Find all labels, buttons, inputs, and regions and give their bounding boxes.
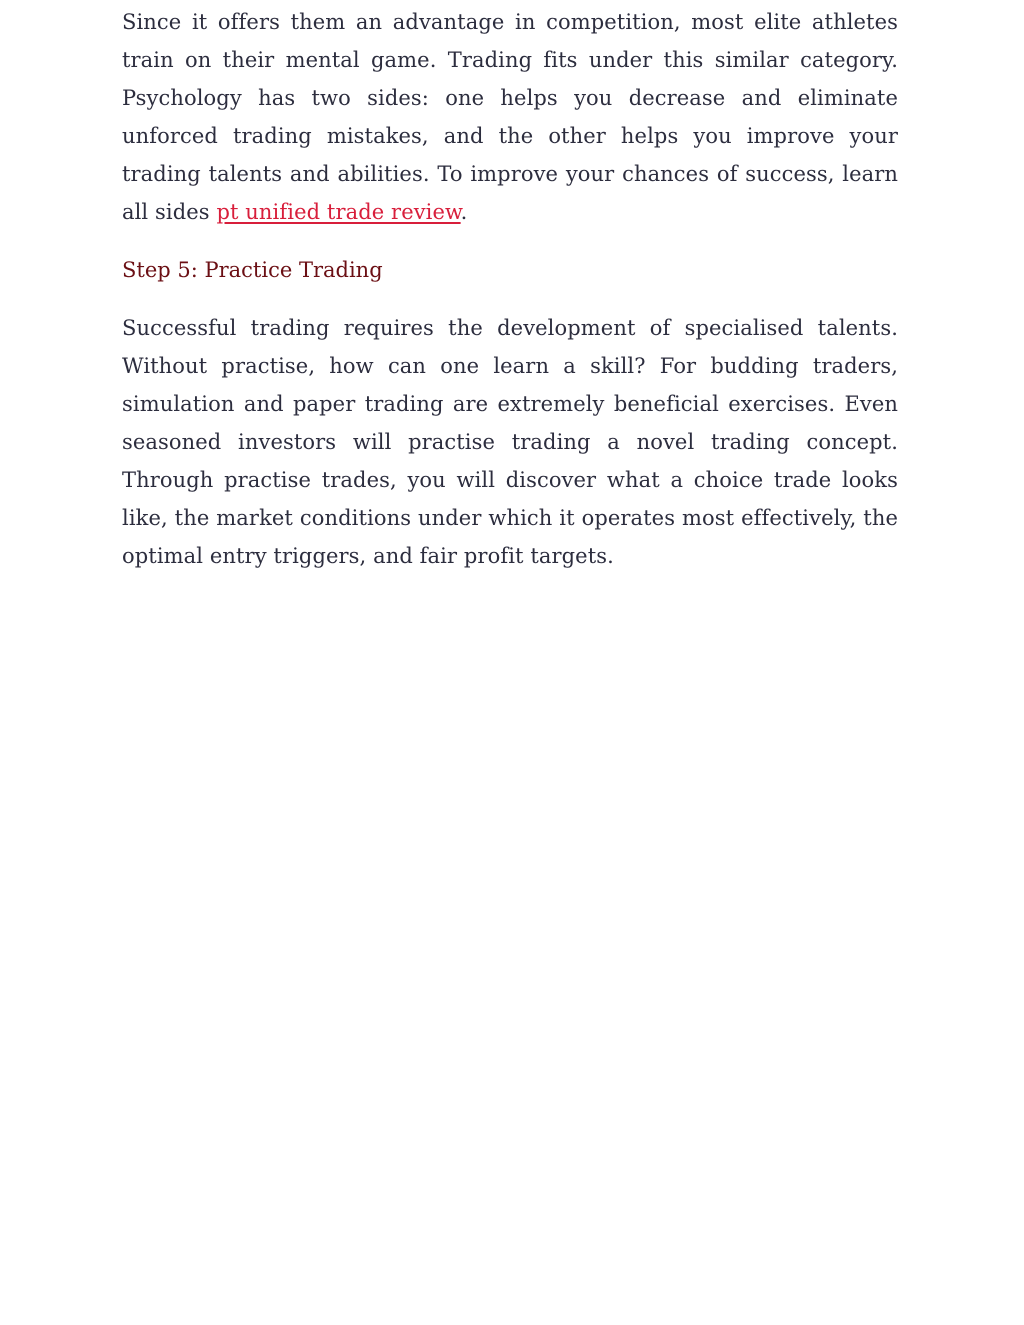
paragraph-practice-trading: Successful trading requires the development of specialised talents. Without practise, how can one learn a skill? For budding traders, simulation and paper trading are extremely beneficial exercises. Even seasoned investors will practise trading a novel trading concept. Through practise trades, you will discover what a choice trade looks like, the market conditions under which it operates most effectively, the optimal entry triggers, and fair profit targets. xyxy=(122,316,898,568)
paragraph-mental-game xyxy=(122,3,898,231)
step-5-heading: Step 5: Practice Trading xyxy=(122,258,383,282)
paragraph-period: . xyxy=(460,200,468,224)
article-body xyxy=(122,3,898,575)
pt-unified-trade-review-link[interactable]: pt unified trade review xyxy=(216,200,461,224)
paragraph-text: Since it offers them an advantage in competition, most elite athletes train on their mental game. Trading fits under this similar category. Psychology has two sides: one helps you decrease and eliminate unforced trading mistakes, and the other helps you improve your trading talents and abilities. To improve your chances of success, learn all sides xyxy=(122,10,898,224)
